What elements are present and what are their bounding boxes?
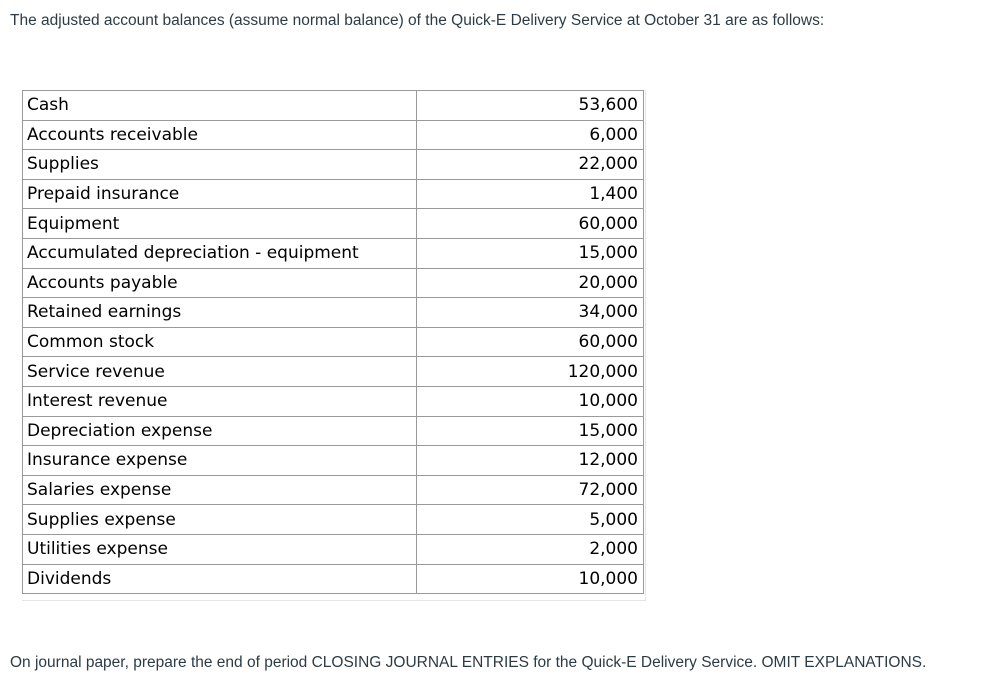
table-row — [23, 446, 644, 476]
account-name: Utilities expense — [23, 534, 417, 564]
table-row — [23, 505, 644, 535]
account-amount: 20,000 — [417, 268, 644, 298]
table-row — [23, 298, 644, 328]
account-amount: 10,000 — [417, 386, 644, 416]
account-amount: 10,000 — [417, 564, 644, 594]
account-amount: 34,000 — [417, 298, 644, 328]
table-row — [23, 179, 644, 209]
account-amount: 60,000 — [417, 209, 644, 239]
intro-text: The adjusted account balances (assume normal balance) of the Quick-E Delivery Service at October 31 are as follows: — [10, 12, 825, 29]
account-name: Supplies expense — [23, 505, 417, 535]
table-row — [23, 238, 644, 268]
table-row — [23, 268, 644, 298]
account-name: Supplies — [23, 150, 417, 180]
table-row — [23, 357, 644, 387]
account-name: Salaries expense — [23, 475, 417, 505]
account-amount: 15,000 — [417, 416, 644, 446]
account-balances-table-container — [22, 90, 646, 601]
account-name: Service revenue — [23, 357, 417, 387]
instruction-text: On journal paper, prepare the end of period CLOSING JOURNAL ENTRIES for the Quick-E Delivery Service. OMIT EXPLANATIONS. — [10, 654, 927, 671]
account-amount: 53,600 — [417, 91, 644, 121]
table-row — [23, 120, 644, 150]
account-amount: 5,000 — [417, 505, 644, 535]
table-row — [23, 209, 644, 239]
table-row — [23, 327, 644, 357]
table-row — [23, 475, 644, 505]
table-row — [23, 150, 644, 180]
account-name: Accounts receivable — [23, 120, 417, 150]
account-amount: 1,400 — [417, 179, 644, 209]
account-amount: 6,000 — [417, 120, 644, 150]
account-amount: 15,000 — [417, 238, 644, 268]
table-row — [23, 534, 644, 564]
account-name: Common stock — [23, 327, 417, 357]
account-balances-table — [22, 90, 644, 594]
account-amount: 2,000 — [417, 534, 644, 564]
account-amount: 12,000 — [417, 446, 644, 476]
table-row — [23, 564, 644, 594]
account-amount: 60,000 — [417, 327, 644, 357]
account-name: Retained earnings — [23, 298, 417, 328]
account-balances-body — [23, 91, 644, 594]
account-amount: 22,000 — [417, 150, 644, 180]
account-name: Equipment — [23, 209, 417, 239]
account-amount: 120,000 — [417, 357, 644, 387]
table-row — [23, 91, 644, 121]
account-name: Interest revenue — [23, 386, 417, 416]
account-amount: 72,000 — [417, 475, 644, 505]
table-row — [23, 386, 644, 416]
account-name: Dividends — [23, 564, 417, 594]
account-name: Prepaid insurance — [23, 179, 417, 209]
account-name: Insurance expense — [23, 446, 417, 476]
account-name: Cash — [23, 91, 417, 121]
account-name: Accounts payable — [23, 268, 417, 298]
account-name: Depreciation expense — [23, 416, 417, 446]
account-name: Accumulated depreciation - equipment — [23, 238, 417, 268]
table-row — [23, 416, 644, 446]
